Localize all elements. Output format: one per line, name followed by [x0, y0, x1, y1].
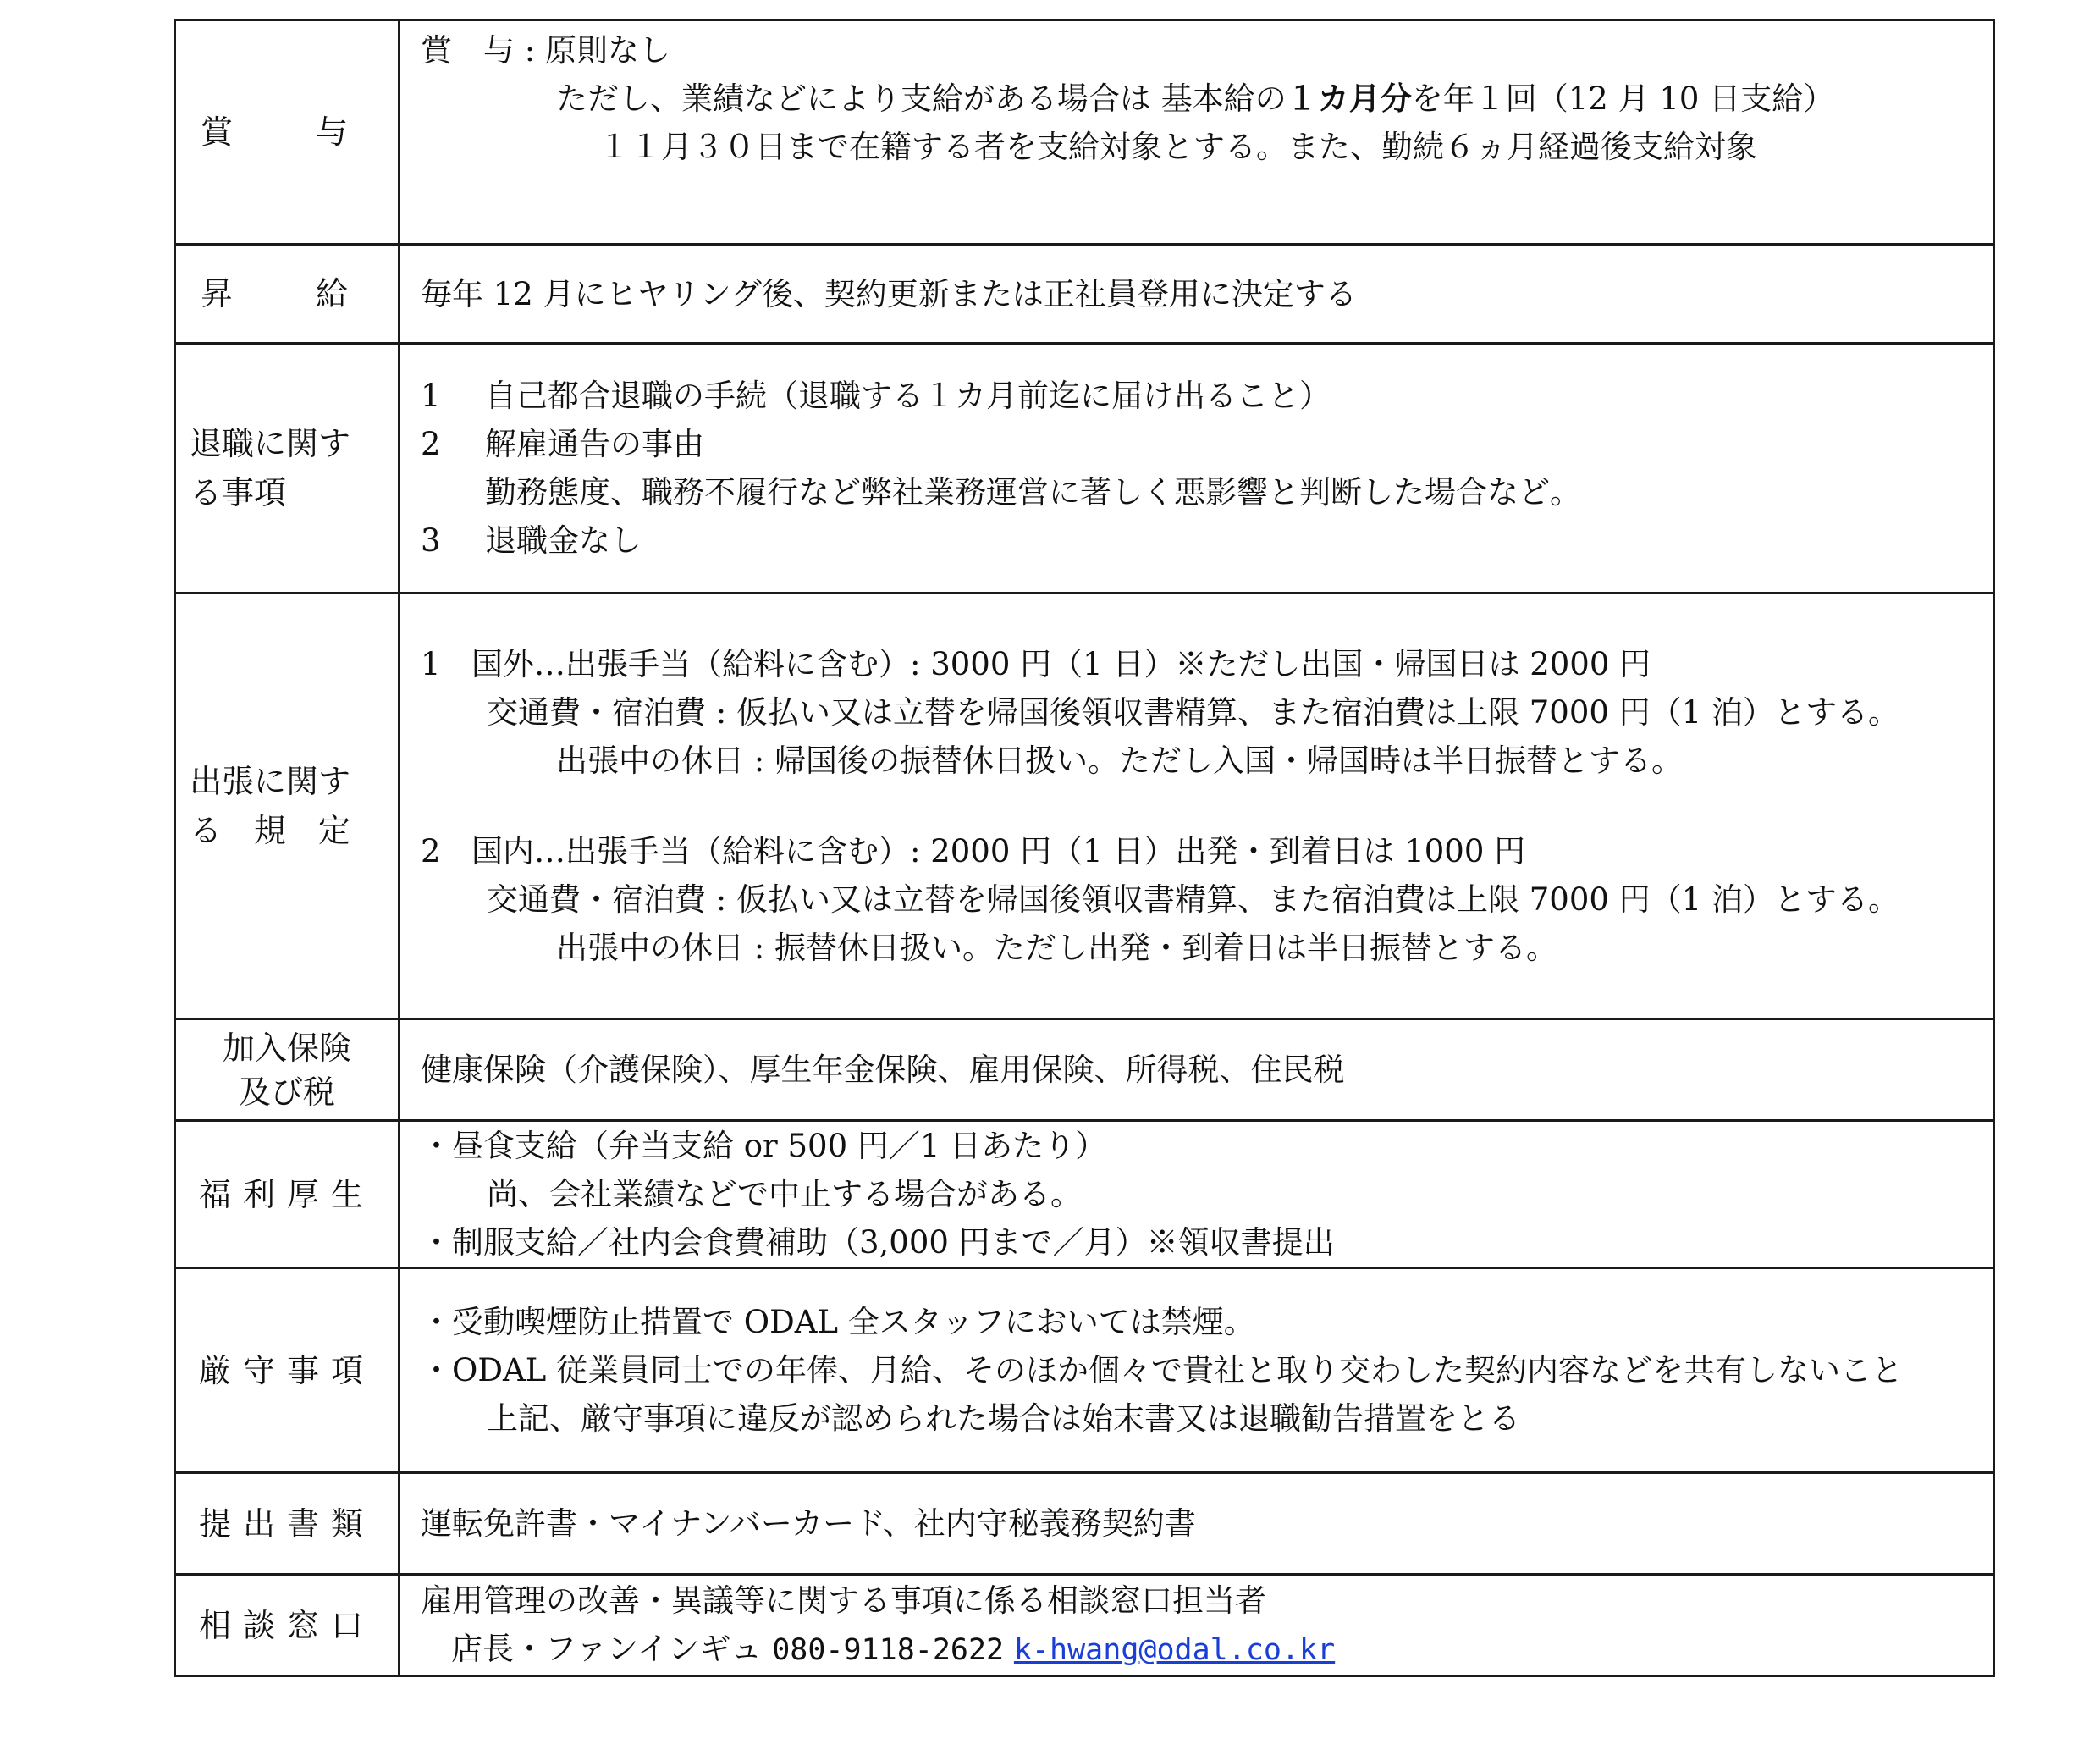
retirement-item: 3 退職金なし: [421, 522, 642, 559]
row-contact: [175, 1575, 1994, 1676]
label-bonus: 賞 与: [175, 20, 400, 245]
content-contact: [400, 1575, 1994, 1676]
trip-overseas-line-2: 交通費・宿泊費 : 仮払い又は立替を帰国後領収書精算、また宿泊費は上限 7000 円（1 泊）とする。: [487, 694, 1899, 731]
terms-sheet: [174, 19, 1995, 1677]
documents-text: 運転免許書・マイナンバーカード、社内守秘義務契約書: [421, 1505, 1196, 1542]
content-welfare: [400, 1121, 1994, 1268]
row-raise: [175, 245, 1994, 344]
row-insurance: [175, 1019, 1994, 1121]
contact-phone: 080-9118-2622: [772, 1632, 1005, 1667]
label-contact: 相談窓口: [175, 1575, 400, 1676]
rules-line-3: 上記、厳守事項に違反が認められた場合は始末書又は退職勧告措置をとる: [487, 1400, 1520, 1437]
label-rules: 厳守事項: [175, 1268, 400, 1473]
welfare-line-3: ・制服支給／社内会食費補助（3,000 円まで／月）※領収書提出: [421, 1224, 1335, 1261]
label-documents: 提出書類: [175, 1473, 400, 1575]
label-welfare: 福利厚生: [175, 1121, 400, 1268]
content-bonus: [400, 20, 1994, 245]
rules-line-1: ・受動喫煙防止措置で ODAL 全スタッフにおいては禁煙。: [421, 1304, 1255, 1340]
label-insurance: 加入保険 及び税: [175, 1019, 400, 1121]
content-insurance: [400, 1019, 1994, 1121]
bonus-line-1: 賞 与 : 原則なし: [421, 32, 670, 69]
bonus-line-2: ただし、業績などにより支給がある場合は 基本給の１カ月分を年１回（12 月 10 日支給）: [556, 80, 1835, 117]
retirement-item: 2 解雇通告の事由: [421, 426, 704, 462]
content-documents: [400, 1473, 1994, 1575]
row-rules: [175, 1268, 1994, 1473]
row-bonus: [175, 20, 1994, 245]
retirement-item: 勤務態度、職務不履行など弊社業務運営に著しく悪影響と判断した場合など。: [485, 474, 1581, 511]
trip-overseas-line-1: 1 国外…出張手当（給料に含む）: 3000 円（1 日）※ただし出国・帰国日は 2000 円: [421, 646, 1651, 682]
label-business-trip: 出張に関す る 規 定: [175, 593, 400, 1019]
bonus-amount-emphasis: １カ月分: [1286, 80, 1412, 117]
content-raise: [400, 245, 1994, 344]
trip-domestic-line-2: 交通費・宿泊費 : 仮払い又は立替を帰国後領収書精算、また宿泊費は上限 7000 円（1 泊）とする。: [487, 881, 1899, 918]
label-retirement: 退職に関す る事項: [175, 344, 400, 593]
content-retirement: [400, 344, 1994, 593]
content-business-trip: [400, 593, 1994, 1019]
welfare-line-2: 尚、会社業績などで中止する場合がある。: [487, 1176, 1082, 1212]
row-documents: [175, 1473, 1994, 1575]
raise-text: 毎年 12 月にヒヤリング後、契約更新または正社員登用に決定する: [421, 275, 1357, 312]
employment-terms-table: [174, 19, 1995, 1677]
label-raise: 昇 給: [175, 245, 400, 344]
contact-email-link[interactable]: k-hwang@odal.co.kr: [1013, 1632, 1336, 1667]
trip-overseas-line-3: 出張中の休日 : 帰国後の振替休日扱い。ただし入国・帰国時は半日振替とする。: [556, 742, 1683, 779]
trip-domestic-line-1: 2 国内…出張手当（給料に含む）: 2000 円（1 日）出発・到着日は 1000 円: [421, 833, 1526, 869]
contact-line-2: [421, 1625, 1976, 1675]
contact-person: 店長・ファンインギュ: [451, 1630, 763, 1667]
welfare-line-1: ・昼食支給（弁当支給 or 500 円／1 日あたり）: [421, 1128, 1107, 1164]
contact-line-1: 雇用管理の改善・異議等に関する事項に係る相談窓口担当者: [421, 1582, 1266, 1619]
content-rules: [400, 1268, 1994, 1473]
row-business-trip: [175, 593, 1994, 1019]
rules-line-2: ・ODAL 従業員同士での年俸、月給、そのほか個々で貴社と取り交わした契約内容などを共有しないこと: [421, 1352, 1904, 1388]
trip-domestic-line-3: 出張中の休日 : 振替休日扱い。ただし出発・到着日は半日振替とする。: [556, 930, 1557, 966]
bonus-line-3: １１月３０日まで在籍する者を支給対象とする。また、勤続６ヵ月経過後支給対象: [598, 129, 1757, 165]
row-retirement: [175, 344, 1994, 593]
insurance-text: 健康保険（介護保険）、厚生年金保険、雇用保険、所得税、住民税: [421, 1052, 1345, 1088]
row-welfare: [175, 1121, 1994, 1268]
retirement-item: 1 自己都合退職の手続（退職する１カ月前迄に届け出ること）: [421, 378, 1331, 414]
